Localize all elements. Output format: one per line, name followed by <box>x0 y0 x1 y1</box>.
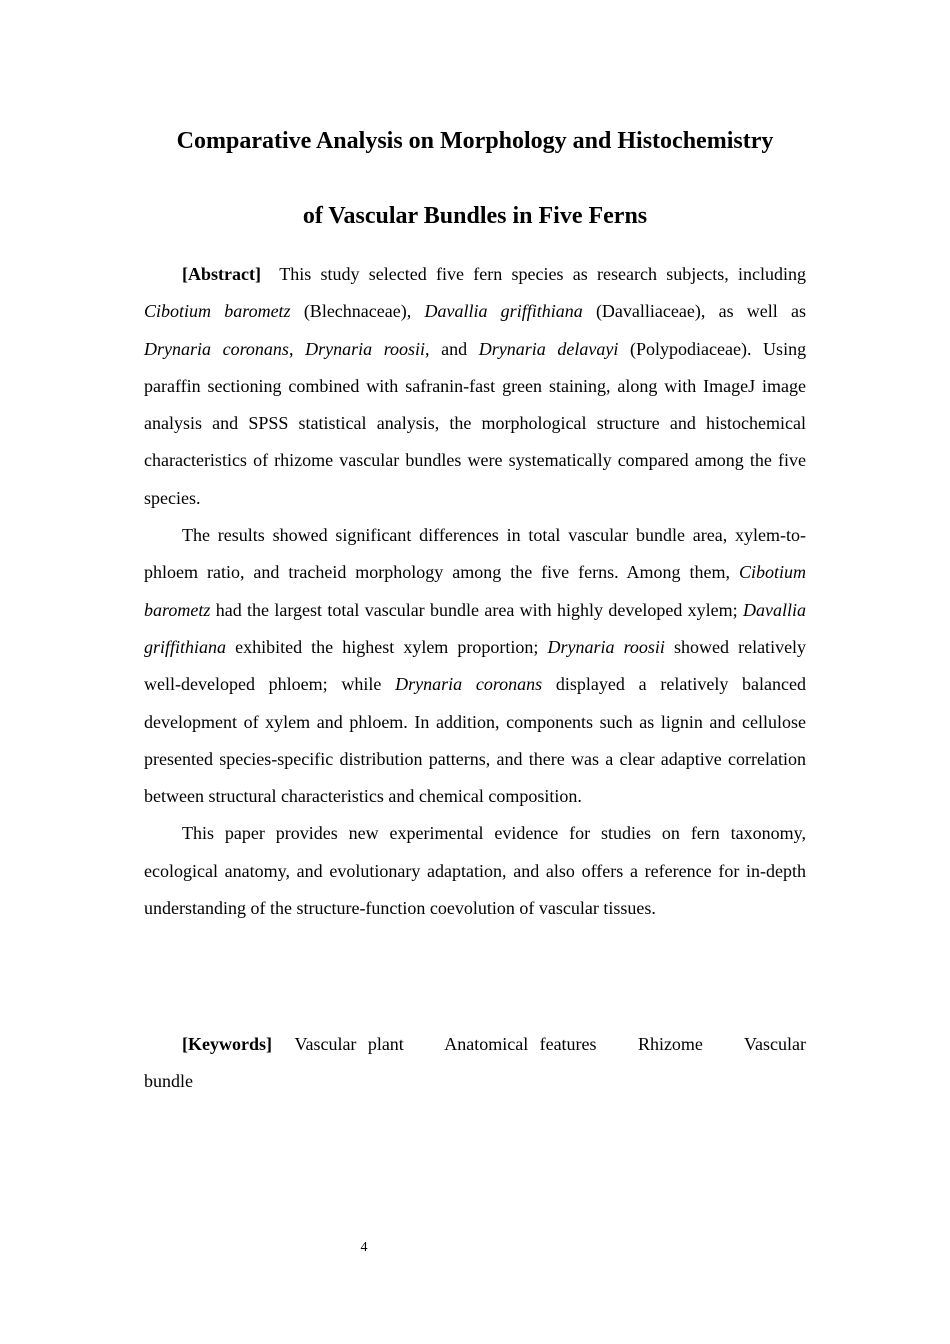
abstract-text: The results showed significant differences in total vascular bundle area, xylem-to-phloem ratio, and tracheid morphology among the five ferns. Among them, <box>144 525 806 583</box>
keyword: Vascular plant <box>294 1034 404 1054</box>
abstract-text: (Polypodiaceae). Using paraffin sectioning combined with safranin-fast green staining, along with ImageJ image analysis and SPSS statistical analysis, the morphological structure and histochemical characteristics of rhizome vascular bundles were systematically compared among the five species. <box>144 338 807 508</box>
paper-title-line-1: Comparative Analysis on Morphology and Histochemistry <box>176 128 774 154</box>
abstract-text: showed relatively well-developed phloem; while <box>144 636 807 695</box>
abstract-paragraph-2 <box>144 517 806 815</box>
species-name: Davallia griffithiana <box>424 301 583 322</box>
abstract-text: had the largest total vascular bundle area with highly developed xylem; <box>215 599 738 620</box>
abstract-text: (Davalliaceae), as well as <box>595 301 807 322</box>
species-name: Cibotium barometz <box>144 562 807 620</box>
species-name: Drynaria coronans <box>144 338 289 359</box>
abstract-section <box>144 256 806 927</box>
abstract-paragraph-3: This paper provides new experimental evidence for studies on fern taxonomy, ecological anatomy, and evolutionary adaptation, and also offers a reference for in-depth understanding of the structure-function coevolution of vascular tissues. <box>144 823 806 919</box>
abstract-text: exhibited the highest xylem proportion; <box>235 636 539 657</box>
abstract-paragraph-1 <box>144 256 806 517</box>
keywords-label: [Keywords] <box>182 1034 272 1054</box>
paper-title-line-2: of Vascular Bundles in Five Ferns <box>302 203 648 229</box>
species-name: Cibotium barometz <box>144 301 291 322</box>
keyword: Rhizome <box>637 1034 703 1054</box>
keyword: Anatomical features <box>444 1034 597 1054</box>
abstract-label: [Abstract] <box>182 264 261 284</box>
keyword: Vascular bundle <box>144 1034 806 1092</box>
page-number: 4 <box>360 1240 368 1255</box>
abstract-text: displayed a relatively balanced development of xylem and phloem. In addition, components such as lignin and cellulose presented species-specific distribution patterns, and there was a clear adaptive correlation between structural characteristics and chemical composition. <box>144 674 806 807</box>
species-name: Drynaria roosii <box>547 636 665 657</box>
abstract-text: , <box>288 338 294 359</box>
species-name: Drynaria delavayi <box>478 338 619 359</box>
species-name: Davallia griffithiana <box>144 599 807 657</box>
keywords-section <box>144 1026 806 1101</box>
abstract-text: , and <box>425 338 468 359</box>
abstract-text: This study selected five fern species as research subjects, including <box>279 264 806 284</box>
keywords-line <box>144 1026 806 1101</box>
abstract-text: (Blechnaceae), <box>303 301 412 322</box>
species-name: Drynaria roosii <box>305 338 426 359</box>
species-name: Drynaria coronans <box>395 674 543 695</box>
